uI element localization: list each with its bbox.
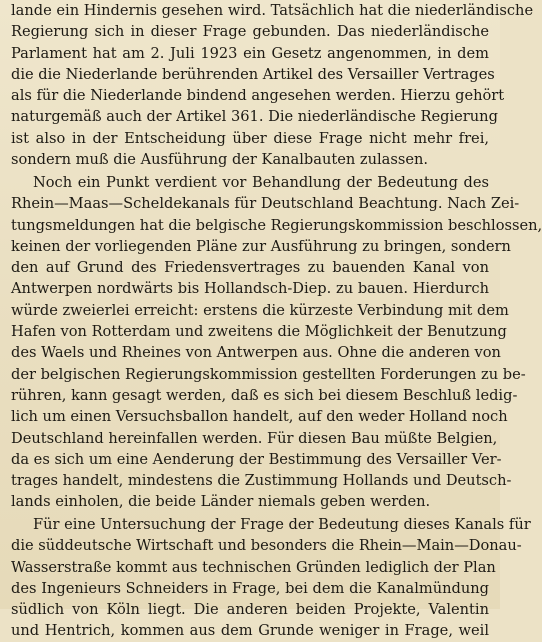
text-line: Wasserstraße kommt aus technischen Gründen lediglich der Plan	[11, 558, 496, 576]
paragraph-3	[11, 514, 531, 642]
text-line: Parlament hat am 2. Juli 1923 ein Gesetz angenommen, in dem	[11, 44, 489, 62]
text-line: keinen der vorliegenden Pläne zur Ausführung zu bringen, sondern	[11, 237, 511, 255]
text-line: Deutschland hereinfallen werden. Für diesen Bau müßte Belgien,	[11, 429, 498, 447]
text-line: des Ingenieurs Schneiders in Frage, bei dem die Kanalmündung	[11, 579, 489, 597]
text-line: als für die Niederlande bindend angesehen werden. Hierzu gehört	[11, 87, 505, 105]
text-line: der belgischen Regierungskommission gestellten Forderungen zu be-	[11, 365, 526, 383]
text-line: und Hentrich, kommen aus dem Grunde weniger in Frage, weil	[11, 622, 489, 640]
text-line: Rhein—Maas—Scheldekanals für Deutschland Beachtung. Nach Zei-	[11, 195, 520, 213]
text-line: Noch ein Punkt verdient vor Behandlung der Bedeutung des	[33, 174, 489, 191]
text-line: ist also in der Entscheidung über diese Frage nicht mehr frei,	[11, 129, 489, 147]
text-line: würde zweierlei erreicht: erstens die kürzeste Verbindung mit dem	[11, 301, 509, 319]
text-line: trages handelt, mindestens die Zustimmung Hollands und Deutsch-	[11, 472, 512, 490]
text-line: Für eine Untersuchung der Frage der Bedeutung dieses Kanals für	[33, 516, 531, 533]
text-line: naturgemäß auch der Artikel 361. Die niederländische Regierung	[11, 108, 498, 126]
text-line: den auf Grund des Friedensvertrages zu bauenden Kanal von	[11, 259, 489, 277]
text-line: lande ein Hindernis gesehen wird. Tatsächlich hat die niederländische	[11, 2, 534, 19]
text-line: die die Niederlande berührenden Artikel des Versailler Vertrages	[11, 65, 495, 83]
paragraph-2	[11, 172, 542, 513]
text-line: Antwerpen nordwärts bis Hollandsch-Diep. zu bauen. Hierdurch	[11, 280, 489, 298]
text-line: die süddeutsche Wirtschaft und besonders die Rhein—Main—Donau-	[11, 537, 522, 555]
text-line: des Waels und Rheines von Antwerpen aus. Ohne die anderen von	[11, 344, 501, 362]
text-line: lich um einen Versuchsballon handelt, auf den weder Holland noch	[11, 408, 508, 426]
paragraph-1	[11, 0, 534, 170]
text-line: rühren, kann gesagt werden, daß es sich bei diesem Beschluß ledig-	[11, 386, 518, 404]
text-line: sondern muß die Ausführung der Kanalbauten zulassen.	[11, 151, 429, 169]
text-line: da es sich um eine Aenderung der Bestimmung des Versailler Ver-	[11, 450, 502, 468]
text-line: südlich von Köln liegt. Die anderen beiden Projekte, Valentin	[11, 601, 489, 619]
text-line: Hafen von Rotterdam und zweitens die Möglichkeit der Benutzung	[11, 323, 507, 341]
text-line: Regierung sich in dieser Frage gebunden. Das niederländische	[11, 23, 489, 41]
text-line: tungsmeldungen hat die belgische Regierungskommission beschlossen,	[11, 216, 542, 234]
text-line: lands einholen, die beide Länder niemals geben werden.	[11, 493, 431, 511]
